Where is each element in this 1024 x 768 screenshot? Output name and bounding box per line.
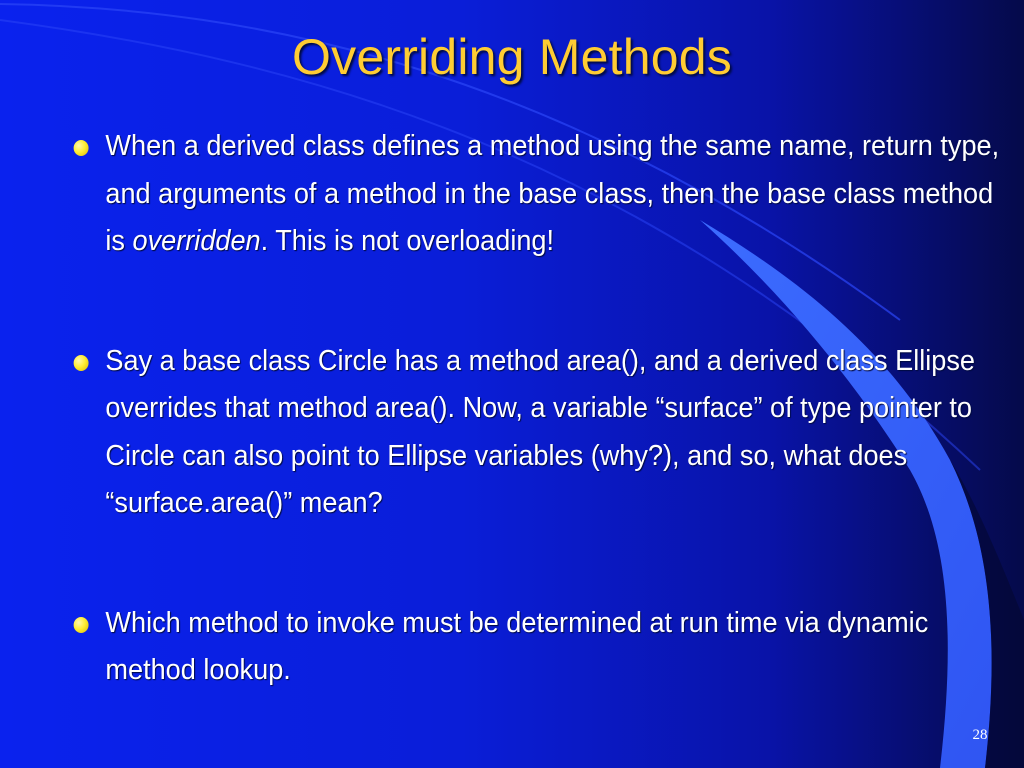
bullet-text: Which method to invoke must be determined at run time via dynamic method lookup. bbox=[105, 606, 929, 686]
bullet-item bbox=[68, 123, 1008, 266]
bullet-dot-icon bbox=[74, 140, 89, 156]
bullet-item bbox=[68, 600, 1008, 695]
slide-title: Overriding Methods bbox=[292, 29, 732, 85]
bullet-text-end: . This is not overloading! bbox=[260, 225, 555, 257]
bullet-text: When a derived class defines a method using the same name, return type, and arguments of a method in the base class, then the base class method is bbox=[105, 130, 1000, 257]
emphasis-text: overridden bbox=[132, 225, 261, 257]
bullet-list bbox=[68, 123, 1000, 695]
bullet-dot-icon bbox=[74, 355, 89, 371]
bullet-dot-icon bbox=[74, 617, 89, 633]
bullet-item bbox=[68, 338, 1008, 528]
bullet-text: Say a base class Circle has a method area(), and a derived class Ellipse overrides that method area(). Now, a variable “surface” of type pointer to Circle can also point to Ellipse variables (why?), and so, what does “surface.area()” mean? bbox=[105, 344, 976, 519]
page-number: 28 bbox=[972, 727, 988, 743]
